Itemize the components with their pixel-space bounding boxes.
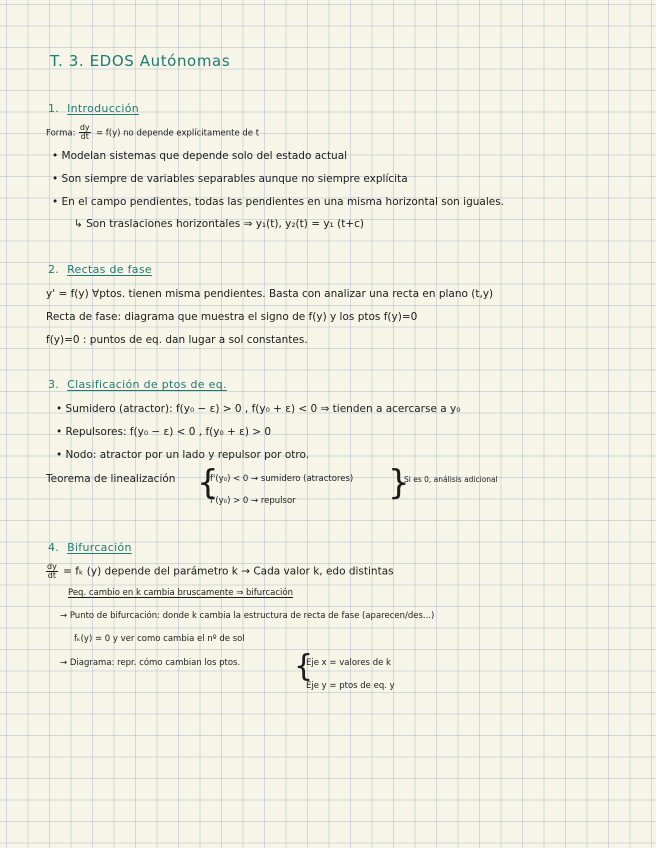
section-number: 4. — [48, 541, 60, 554]
list-item: • Repulsores: f(y₀ − ε) < 0 , f(y₀ + ε) > 0 — [56, 426, 272, 438]
forma-line — [46, 124, 259, 141]
list-item-text: Repulsores: f(y₀ − ε) < 0 , f(y₀ + ε) > 0 — [65, 426, 272, 438]
section-label: Clasificación de ptos de eq. — [67, 378, 227, 391]
fase-line-2: Recta de fase: diagrama que muestra el signo de f(y) y los ptos f(y)=0 — [46, 311, 418, 323]
teorema-side-note: Si es 0, análisis adicional — [404, 475, 498, 484]
list-item: • Modelan sistemas que depende solo del estado actual — [52, 150, 348, 162]
list-item-text: Modelan sistemas que depende solo del estado actual — [61, 150, 348, 162]
fraction-denominator: dt — [47, 571, 57, 580]
sub-note: ↳ Son traslaciones horizontales ⇒ y₁(t), y₂(t) = y₁ (t+c) — [74, 218, 364, 230]
eje-x-label: Eje x = valores de k — [306, 658, 391, 668]
section-heading-rectas-de-fase — [48, 263, 152, 276]
bif-line-1 — [46, 563, 394, 580]
section-label: Introducción — [67, 102, 140, 115]
section-heading-clasificacion — [48, 378, 227, 391]
eje-y-label: Eje y = ptos de eq. y — [306, 681, 395, 691]
forma-text: = f(y) no depende explícitamente de t — [95, 128, 260, 139]
list-item: • En el campo pendientes, todas las pendientes en una misma horizontal son iguales. — [52, 196, 505, 208]
list-item: • Son siempre de variables separables aunque no siempre explícita — [52, 173, 408, 185]
bif-line-2-text: Peq. cambio en k cambia bruscamente ⇒ bifurcación — [68, 588, 293, 598]
fraction-denominator: dt — [80, 132, 89, 141]
teorema-case-2: f'(y₀) > 0 → repulsor — [210, 496, 296, 506]
list-item: • Nodo: atractor por un lado y repulsor por otro. — [56, 449, 310, 461]
fase-line-1: y' = f(y) ∀ptos. tienen misma pendientes. Basta con analizar una recta en plano (t,y) — [46, 288, 494, 300]
teorema-label: Teorema de linealización — [46, 473, 176, 485]
bif-diagram: → Diagrama: repr. cómo cambian los ptos. — [60, 658, 241, 668]
section-heading-bifurcacion — [48, 541, 132, 554]
fraction-numerator: dy — [79, 123, 90, 132]
left-brace: { — [197, 463, 219, 503]
section-number: 2. — [48, 263, 60, 276]
list-item-text: Son siempre de variables separables aunque no siempre explícita — [61, 173, 408, 185]
page-title: T. 3. EDOS Autónomas — [50, 52, 231, 70]
list-item-text: Nodo: atractor por un lado y repulsor por otro. — [65, 449, 310, 461]
section-heading-introduccion — [48, 102, 139, 115]
derivative-fraction — [79, 124, 91, 141]
section-label: Rectas de fase — [67, 263, 152, 276]
list-item-text: En el campo pendientes, todas las pendientes en una misma horizontal son iguales. — [61, 196, 505, 208]
bif-line-2 — [68, 588, 293, 598]
bif-line-1-text: = fₖ (y) depende del parámetro k → Cada valor k, edo distintas — [63, 565, 394, 578]
list-item-text: Sumidero (atractor): f(y₀ − ε) > 0 , f(y₀ + ε) < 0 ⇒ tienden a acercarse a y₀ — [65, 403, 461, 415]
forma-label: Forma: — [46, 128, 76, 139]
teorema-case-1: f'(y₀) < 0 → sumidero (atractores) — [210, 474, 354, 484]
section-number: 3. — [48, 378, 60, 391]
diagram-brace: { — [294, 649, 314, 684]
section-number: 1. — [48, 102, 60, 115]
derivative-fraction — [46, 563, 58, 580]
list-item: • Sumidero (atractor): f(y₀ − ε) > 0 , f(y₀ + ε) < 0 ⇒ tienden a acercarse a y₀ — [56, 403, 461, 415]
bif-line-4: fₖ(y) = 0 y ver como cambia el nº de sol — [74, 634, 245, 644]
section-label: Bifurcación — [67, 541, 132, 554]
fraction-numerator: dy — [47, 562, 57, 571]
fase-line-3: f(y)=0 : puntos de eq. dan lugar a sol constantes. — [46, 334, 308, 346]
bif-line-3: → Punto de bifurcación: donde k cambia la estructura de recta de fase (aparecen/des...) — [60, 611, 435, 621]
right-brace: } — [388, 463, 410, 503]
